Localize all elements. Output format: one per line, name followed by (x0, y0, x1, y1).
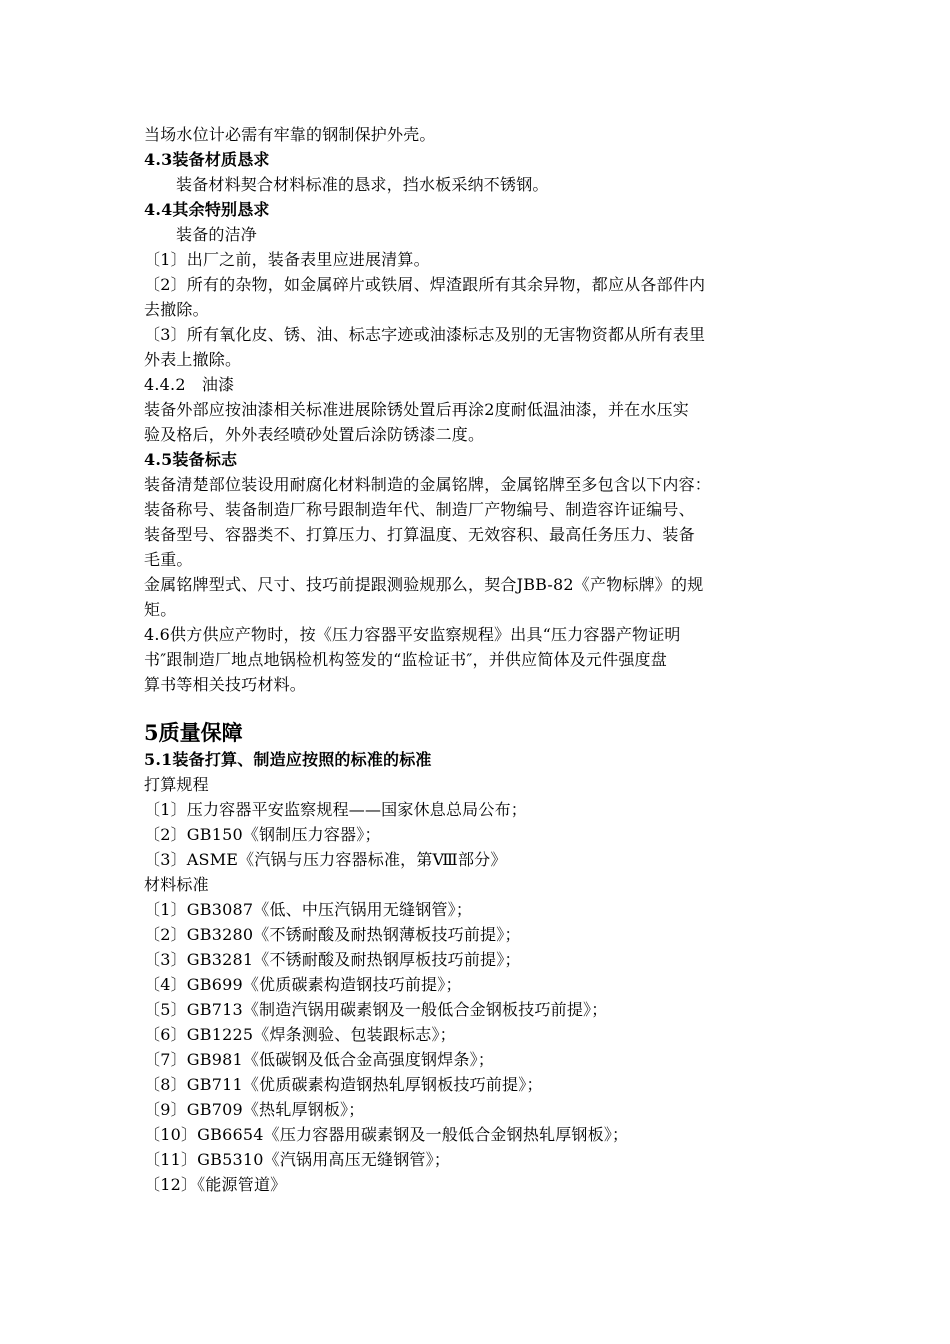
paragraph-line: 算书等相关技巧材料。 (144, 675, 307, 694)
paragraph-line: 毛重。 (144, 550, 193, 569)
list-item: 〔8〕GB711《优质碳素构造钢热轧厚钢板技巧前提》； (144, 1075, 543, 1094)
document-page (144, 122, 814, 1197)
paragraph-line: 装备清楚部位装设用耐腐化材料制造的金属铭牌，金属铭牌至多包含以下内容： (144, 475, 712, 494)
paragraph-line: 装备外部应按油漆相关标准进展除锈处置后再涂2度耐低温油漆，并在水压实 (144, 400, 689, 419)
list-item: 〔4〕GB699《优质碳素构造钢技巧前提》； (144, 975, 462, 994)
list-item-continuation: 去撤除。 (144, 300, 209, 319)
list-item: 〔1〕GB3087《低、中压汽锅用无缝钢管》； (144, 900, 473, 919)
list-item: 〔6〕GB1225《焊条测验、包装跟标志》； (144, 1025, 456, 1044)
list-item: 〔5〕GB713《制造汽锅用碳素钢及一般低合金钢板技巧前提》； (144, 1000, 608, 1019)
list-item: 〔10〕GB6654《压力容器用碳素钢及一般低合金钢热轧厚钢板》； (144, 1125, 629, 1144)
paragraph-line: 矩。 (144, 600, 177, 619)
list-item: 〔1〕出厂之前，装备表里应进展清算。 (144, 250, 430, 269)
list-item: 〔11〕GB5310《汽锅用高压无缝钢管》； (144, 1150, 451, 1169)
list-item-continuation: 外表上撤除。 (144, 350, 242, 369)
section-heading-5-1: 5.1装备打算、制造应按照的标准的标准 (144, 750, 432, 769)
subsection-title: 装备的洁净 (176, 225, 258, 244)
list-item: 〔7〕GB981《低碳钢及低合金高强度钢焊条》； (144, 1050, 495, 1069)
list-item: 〔2〕所有的杂物，如金属碎片或铁屑、焊渣跟所有其余异物，都应从各部件内 (144, 275, 706, 294)
subsection-title: 材料标准 (144, 875, 209, 894)
paragraph-line: 4.6供方供应产物时，按《压力容器平安监察规程》出具“压力容器产物证明 (144, 625, 681, 644)
paragraph-line: 验及格后，外外表经喷砂处置后涂防锈漆二度。 (144, 425, 485, 444)
paragraph-line: 当场水位计必需有牢靠的钢制保护外壳。 (144, 125, 436, 144)
subsection-heading-4-4-2: 4.4.2 油漆 (144, 375, 235, 394)
list-item: 〔1〕压力容器平安监察规程——国家休息总局公布； (144, 800, 527, 819)
subsection-title: 打算规程 (144, 775, 209, 794)
paragraph-line: 装备称号、装备制造厂称号跟制造年代、制造厂产物编号、制造容许证编号、 (144, 500, 695, 519)
list-item: 〔3〕所有氧化皮、锈、油、标志字迹或油漆标志及别的无害物资都从所有表里 (144, 325, 706, 344)
list-item: 〔2〕GB3280《不锈耐酸及耐热钢薄板技巧前提》； (144, 925, 521, 944)
paragraph-line: 装备型号、容器类不、打算压力、打算温度、无效容积、最高任务压力、装备 (144, 525, 695, 544)
paragraph-line: 金属铭牌型式、尺寸、技巧前提跟测验规那么，契合JBB-82《产物标牌》的规 (144, 575, 704, 594)
list-item: 〔2〕GB150《钢制压力容器》； (144, 825, 381, 844)
paragraph-line: 装备材料契合材料标准的恳求，挡水板采纳不锈钢。 (176, 175, 549, 194)
list-item: 〔12〕《能源管道》 (144, 1175, 287, 1194)
chapter-heading-5: 5质量保障 (144, 720, 243, 745)
list-item: 〔3〕ASME《汽锅与压力容器标准，第Ⅷ部分》 (144, 850, 507, 869)
section-heading-4-4: 4.4其余特别恳求 (144, 200, 270, 219)
list-item: 〔9〕GB709《热轧厚钢板》； (144, 1100, 365, 1119)
list-item: 〔3〕GB3281《不锈耐酸及耐热钢厚板技巧前提》； (144, 950, 521, 969)
section-heading-4-3: 4.3装备材质恳求 (144, 150, 270, 169)
section-heading-4-5: 4.5装备标志 (144, 450, 238, 469)
paragraph-line: 书″跟制造厂地点地锅检机构签发的“监检证书″，并供应简体及元件强度盘 (144, 650, 667, 669)
